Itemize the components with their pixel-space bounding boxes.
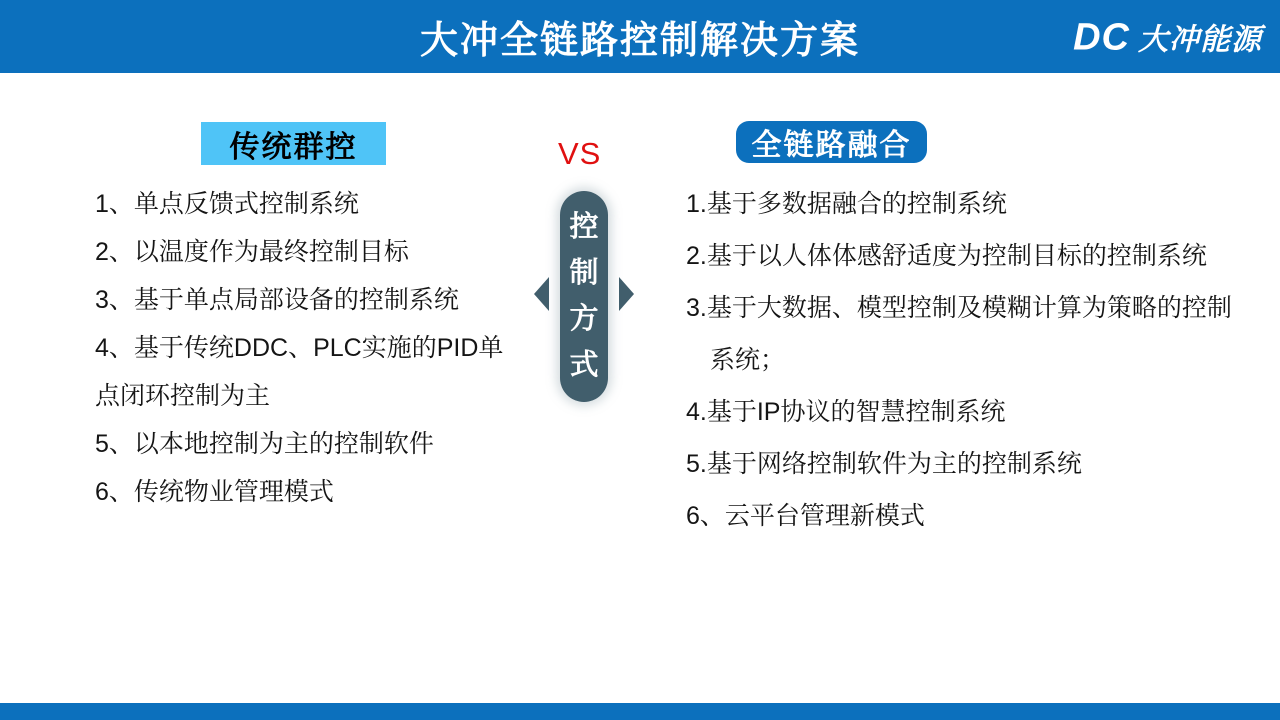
list-line: 1.基于多数据融合的控制系统 xyxy=(686,190,1007,218)
divider-char: 制 xyxy=(569,257,599,289)
right-column-heading: 全链路融合 xyxy=(736,121,927,163)
company-logo xyxy=(1073,14,1262,59)
divider-char: 式 xyxy=(569,349,599,381)
divider-char: 方 xyxy=(569,303,599,335)
logo-abbr: DC xyxy=(1073,16,1130,58)
list-line: 2、以温度作为最终控制目标 xyxy=(95,238,409,266)
list-line: 3.基于大数据、模型控制及模糊计算为策略的控制 xyxy=(686,294,1232,322)
arrow-right-icon xyxy=(619,277,634,311)
list-line: 4.基于IP协议的智慧控制系统 xyxy=(686,398,1006,426)
bottom-bar xyxy=(0,703,1280,720)
list-line: 点闭环控制为主 xyxy=(95,382,271,410)
logo-name: 大冲能源 xyxy=(1138,23,1262,56)
list-line: 5.基于网络控制软件为主的控制系统 xyxy=(686,450,1082,478)
control-mode-divider xyxy=(560,191,608,402)
list-line: 6、传统物业管理模式 xyxy=(95,478,334,506)
list-line: 3、基于单点局部设备的控制系统 xyxy=(95,286,459,314)
left-column-heading: 传统群控 xyxy=(201,122,386,165)
full-link-fusion-list xyxy=(686,178,1280,542)
divider-char: 控 xyxy=(569,211,599,243)
list-line: 2.基于以人体体感舒适度为控制目标的控制系统 xyxy=(686,242,1207,270)
slide-title: 大冲全链路控制解决方案 xyxy=(419,20,860,62)
list-line: 1、单点反馈式控制系统 xyxy=(95,190,359,218)
list-line: 系统； xyxy=(710,346,786,374)
title-bar xyxy=(0,0,1280,73)
arrow-left-icon xyxy=(534,277,549,311)
list-line: 5、以本地控制为主的控制软件 xyxy=(95,430,434,458)
list-line: 4、基于传统DDC、PLC实施的PID单 xyxy=(95,334,504,362)
list-line: 6、云平台管理新模式 xyxy=(686,502,925,530)
traditional-control-list xyxy=(95,180,560,516)
vs-label: VS xyxy=(558,136,602,171)
